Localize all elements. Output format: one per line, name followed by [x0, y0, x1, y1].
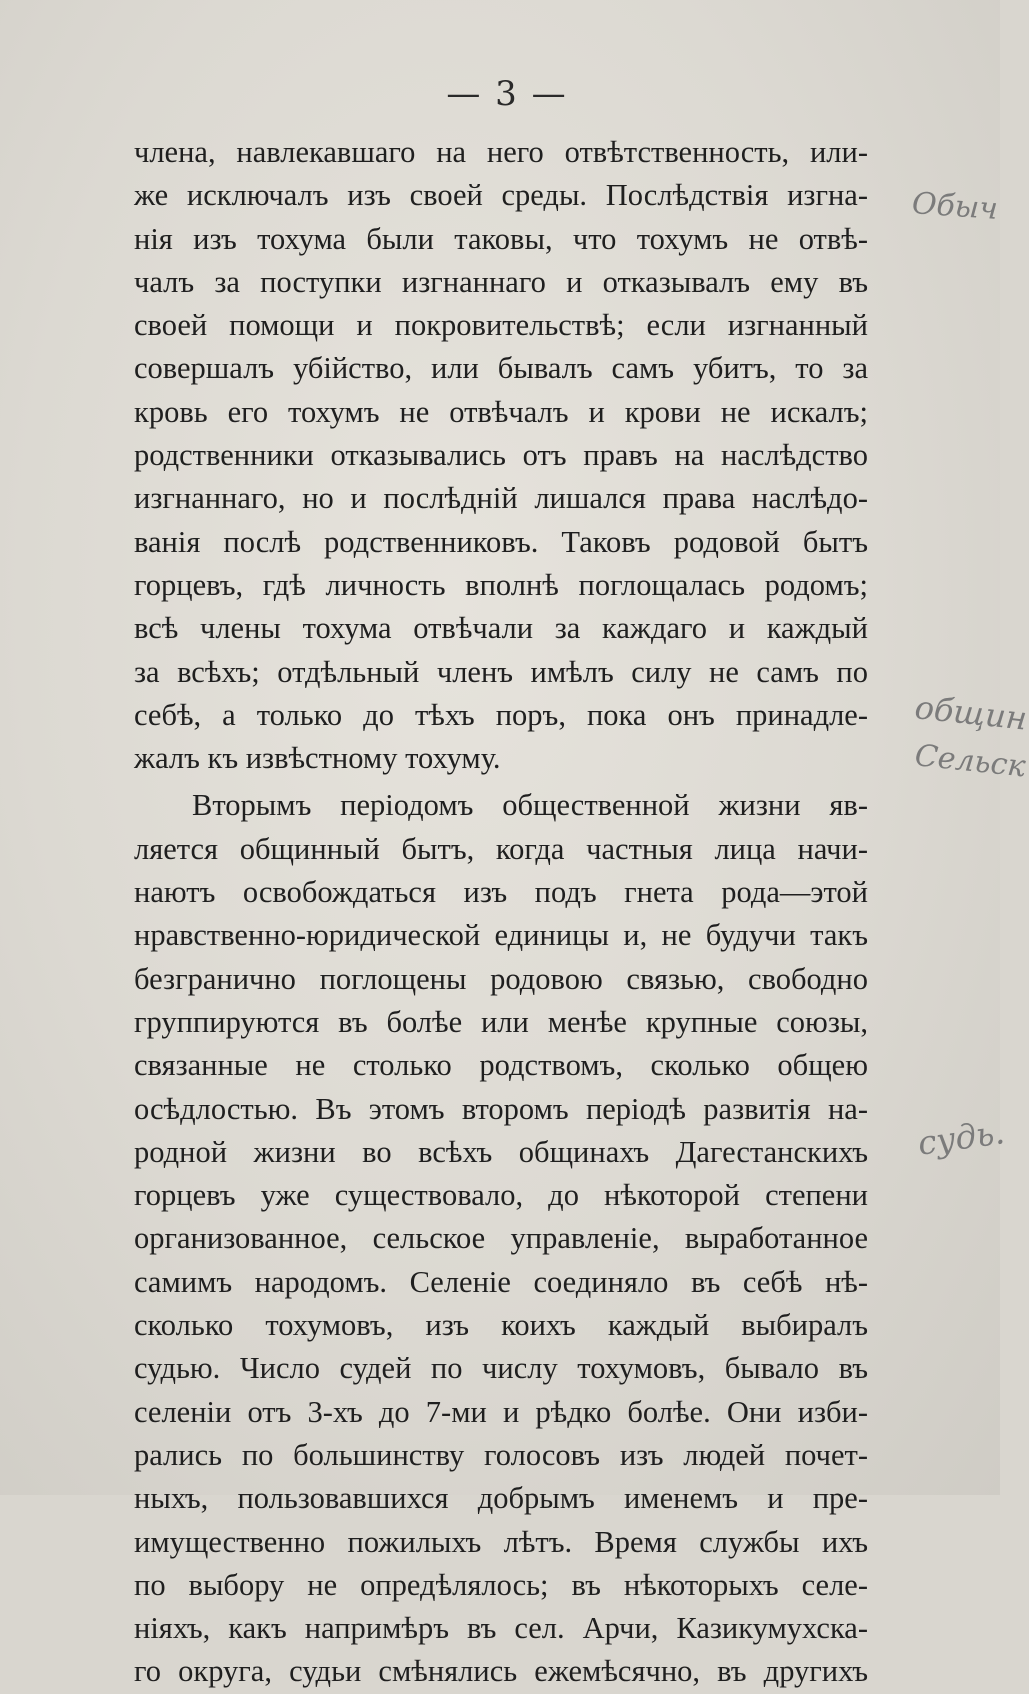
text-line: своей помощи и покровительствѣ; если изгнанный	[134, 308, 868, 343]
text-line: совершалъ убійство, или бывалъ самъ убитъ, то за	[134, 351, 868, 386]
paragraph-1	[134, 131, 868, 780]
text-line: го округа, судьи смѣнялись ежемѣсячно, въ другихъ	[134, 1654, 868, 1689]
text-line: родственники отказывались отъ правъ на наслѣдство	[134, 438, 868, 473]
text-line: нравственно-юридической единицы и, не будучи такъ	[134, 918, 868, 953]
body-text	[134, 131, 868, 1694]
margin-note-handwritten: общин	[913, 688, 1029, 738]
text-line: за всѣхъ; отдѣльный членъ имѣлъ силу не самъ по	[134, 654, 868, 689]
text-line: родной жизни во всѣхъ общинахъ Дагестанскихъ	[134, 1134, 868, 1169]
text-line: группируются въ болѣе или менѣе крупные союзы,	[134, 1004, 868, 1039]
text-line: всѣ члены тохума отвѣчали за каждаго и каждый	[134, 611, 868, 646]
text-line: же исключалъ изъ своей среды. Послѣдствія изгна-	[134, 178, 868, 213]
text-line: наютъ освобождаться изъ подъ гнета рода—этой	[134, 875, 868, 910]
margin-note-handwritten: Сельск	[913, 738, 1028, 785]
text-line: по выбору не опредѣлялось; въ нѣкоторыхъ селе-	[134, 1567, 868, 1602]
text-line: осѣдлостью. Въ этомъ второмъ періодѣ развитія на-	[134, 1091, 868, 1126]
text-line: судью. Число судей по числу тохумовъ, бывало въ	[134, 1351, 868, 1386]
text-line: члена, навлекавшаго на него отвѣтственность, или-	[134, 135, 868, 169]
page-number: — 3 —	[446, 74, 568, 114]
text-line: жалъ къ извѣстному тохуму.	[134, 741, 501, 776]
text-line: чалъ за поступки изгнаннаго и отказывалъ ему въ	[134, 264, 868, 299]
margin-note-handwritten: судь.	[915, 1112, 1007, 1163]
text-line: ныхъ, пользовавшихся добрымъ именемъ и пре-	[134, 1481, 868, 1516]
text-line: ляется общинный бытъ, когда частныя лица начи-	[134, 831, 868, 866]
text-line: рались по большинству голосовъ изъ людей почет-	[134, 1437, 868, 1472]
text-line: сколько тохумовъ, изъ коихъ каждый выбиралъ	[134, 1308, 868, 1343]
text-line: горцевъ, гдѣ личность вполнѣ поглощалась родомъ;	[134, 567, 868, 602]
text-line: самимъ народомъ. Селеніе соединяло въ себѣ нѣ-	[134, 1264, 868, 1299]
text-line: селеніи отъ 3-хъ до 7-ми и рѣдко болѣе. Они изби-	[134, 1394, 868, 1429]
text-line: кровь его тохумъ не отвѣчалъ и крови не искалъ;	[134, 394, 868, 429]
text-line: ніяхъ, какъ напримѣръ въ сел. Арчи, Казикумухска-	[134, 1611, 868, 1646]
text-line: Вторымъ періодомъ общественной жизни яв-	[192, 788, 868, 823]
text-line: горцевъ уже существовало, до нѣкоторой степени	[134, 1178, 868, 1213]
text-line: себѣ, а только до тѣхъ поръ, пока онъ принадле-	[134, 697, 868, 732]
margin-note-handwritten: Обыч	[910, 186, 1000, 227]
paragraph-2	[134, 784, 868, 1693]
text-line: имущественно пожилыхъ лѣтъ. Время службы ихъ	[134, 1524, 868, 1559]
text-line: нія изъ тохума были таковы, что тохумъ не отвѣ-	[134, 221, 868, 256]
text-line: изгнаннаго, но и послѣдній лишался права наслѣдо-	[134, 481, 868, 516]
text-line: связанные не столько родствомъ, сколько общею	[134, 1048, 868, 1083]
text-line: безгранично поглощены родовою связью, свободно	[134, 961, 868, 996]
text-line: организованное, сельское управленіе, выработанное	[134, 1221, 868, 1256]
text-line: ванія послѣ родственниковъ. Таковъ родовой бытъ	[134, 524, 868, 559]
